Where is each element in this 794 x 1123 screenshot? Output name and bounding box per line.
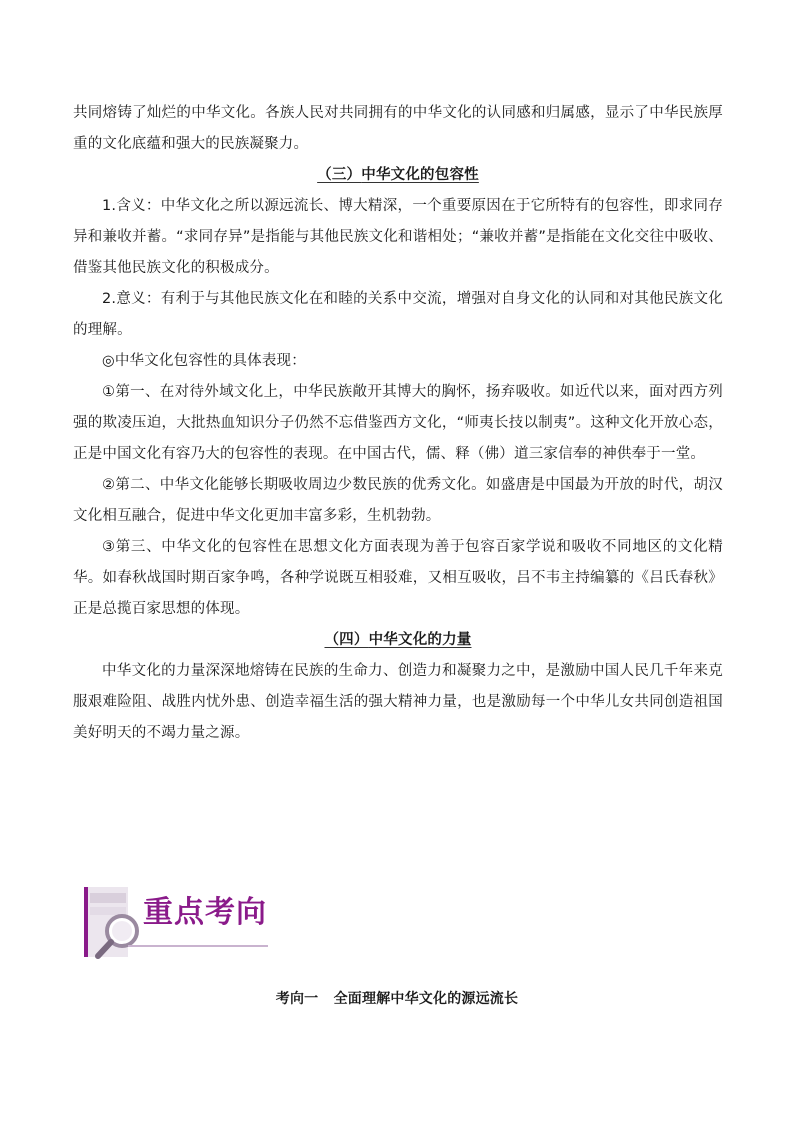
section-4-title: 中华文化的力量: [368, 632, 472, 648]
section-subtitle: [0, 988, 794, 1008]
section-3-paragraph-5: ②第二、中华文化能够长期吸收周边少数民族的优秀文化。如盛唐是中国最为开放的时代，胡汉文化相互融合，促进中华文化更加丰富多彩，生机勃勃。: [73, 477, 723, 524]
key-points-badge: [84, 885, 284, 963]
section-heading-3-text: [317, 167, 479, 183]
document-body: [73, 98, 723, 749]
section-3-label: （三）: [317, 167, 362, 183]
section-3-paragraph-4: ①第一、在对待外域文化上，中华民族敞开其博大的胸怀，扬弃吸收。如近代以来，面对西方列强的欺凌压迫，大批热血知识分子仍然不忘借鉴西方文化，“师夷长技以制夷”。这种文化开放心态，正是中国文化有容乃大的包容性的表现。在中国古代，儒、释（佛）道三家信奉的神供奉于一堂。: [73, 384, 723, 462]
section-heading-4-text: [324, 632, 471, 648]
section-heading-4: [73, 625, 723, 656]
section-3-title: 中华文化的包容性: [361, 167, 479, 183]
intro-paragraph: 共同熔铸了灿烂的中华文化。各族人民对共同拥有的中华文化的认同感和归属感，显示了中华民族厚重的文化底蕴和强大的民族凝聚力。: [73, 105, 723, 152]
subtitle-prefix: 考向一: [275, 991, 319, 1007]
section-4-label: （四）: [324, 632, 369, 648]
section-3-paragraph-6: ③第三、中华文化的包容性在思想文化方面表现为善于包容百家学说和吸收不同地区的文化精华。如春秋战国时期百家争鸣，各种学说既互相驳难，又相互吸收，吕不韦主持编纂的《吕氏春秋》正是总揽百家思想的体现。: [73, 539, 723, 617]
subtitle-text: 全面理解中华文化的源远流长: [333, 991, 519, 1007]
section-4-paragraph-1: 中华文化的力量深深地熔铸在民族的生命力、创造力和凝聚力之中，是激励中国人民几千年来克服艰难险阻、战胜内忧外患、创造幸福生活的强大精神力量，也是激励每一个中华儿女共同创造祖国美好明天的不竭力量之源。: [73, 663, 723, 741]
section-3-paragraph-3: ◎中华文化包容性的具体表现：: [102, 353, 306, 369]
section-heading-3: [73, 160, 723, 191]
section-3-paragraph-2: 2.意义：有利于与其他民族文化在和睦的关系中交流，增强对自身文化的认同和对其他民族文化的理解。: [73, 291, 723, 338]
section-3-paragraph-1: 1.含义：中华文化之所以源远流长、博大精深，一个重要原因在于它所特有的包容性，即求同存异和兼收并蓄。“求同存异”是指能与其他民族文化和谐相处；“兼收并蓄”是指能在文化交往中吸收、借鉴其他民族文化的积极成分。: [73, 198, 723, 276]
badge-label: 重点考向: [143, 895, 267, 930]
